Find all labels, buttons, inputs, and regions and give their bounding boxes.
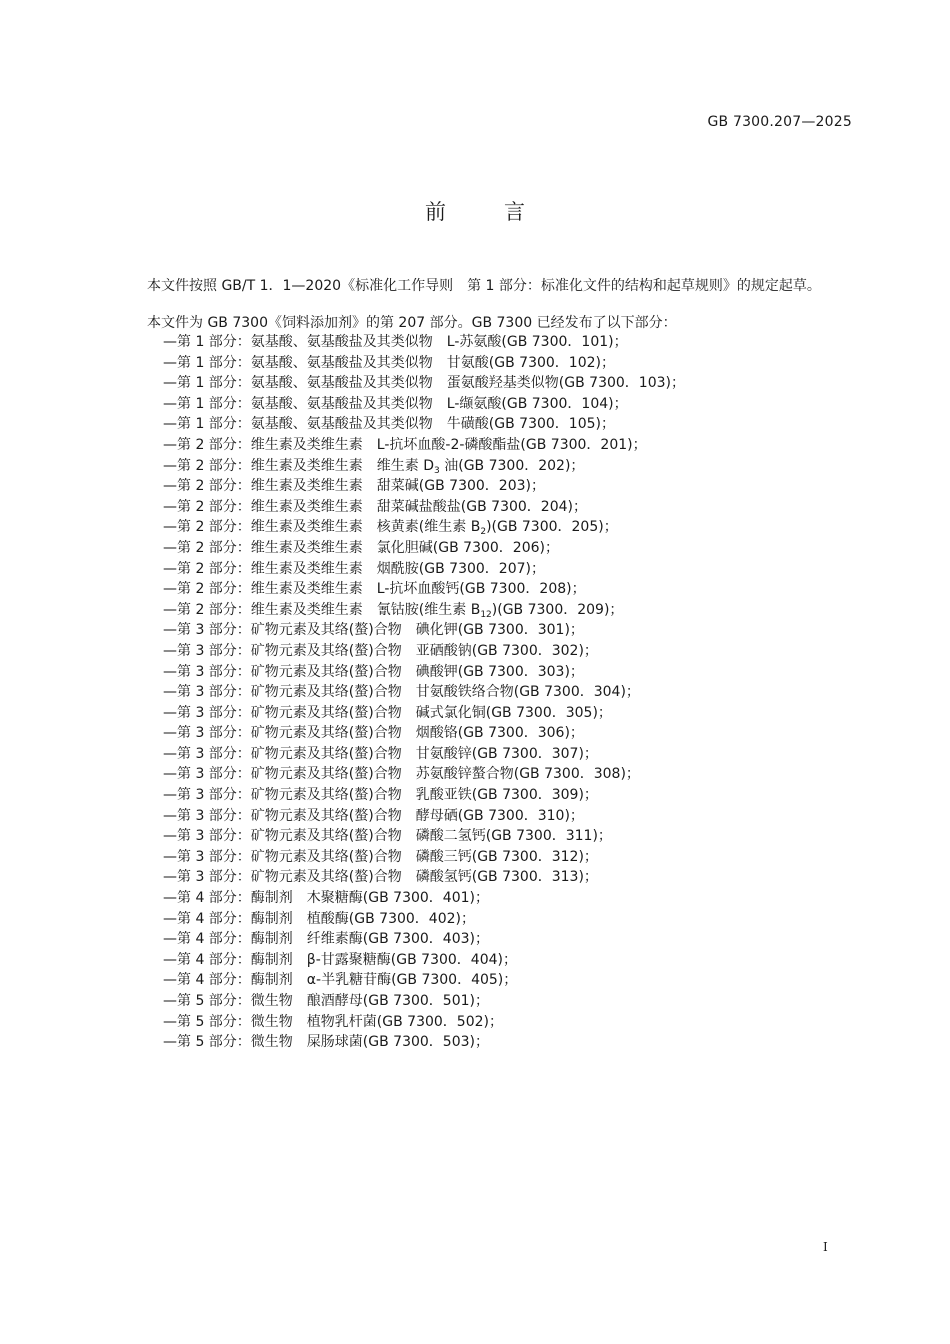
list-item-text: 第 4 部分：酶制剂 β-甘露聚糖酶(GB 7300．404)； — [177, 951, 517, 968]
list-item-text: 第 3 部分：矿物元素及其络(螯)合物 碘酸钾(GB 7300．303)； — [177, 663, 584, 680]
list-item-text: 第 3 部分：矿物元素及其络(螯)合物 亚硒酸钠(GB 7300．302)； — [177, 642, 598, 659]
list-item-text: 第 3 部分：矿物元素及其络(螯)合物 酵母硒(GB 7300．310)； — [177, 807, 584, 824]
list-item — [163, 394, 685, 415]
list-dash: — — [163, 931, 177, 948]
list-item — [163, 600, 685, 621]
list-dash: — — [163, 416, 177, 433]
list-item — [163, 991, 685, 1012]
list-dash: — — [163, 766, 177, 783]
list-item — [163, 559, 685, 580]
list-item-text: 第 4 部分：酶制剂 纤维素酶(GB 7300．403)； — [177, 931, 489, 948]
list-item — [163, 806, 685, 827]
list-item-subscript: 3 — [434, 465, 440, 476]
list-dash: — — [163, 787, 177, 804]
list-dash: — — [163, 642, 177, 659]
list-item — [163, 579, 685, 600]
list-item — [163, 456, 685, 477]
list-item-text: 第 5 部分：微生物 酿酒酵母(GB 7300．501)； — [177, 993, 489, 1009]
list-item-text: 第 2 部分：维生素及类维生素 氯化胆碱(GB 7300．206)； — [177, 539, 559, 556]
list-item — [163, 517, 685, 538]
list-item-text: 第 3 部分：矿物元素及其络(螯)合物 烟酸铬(GB 7300．306)； — [177, 725, 584, 742]
list-dash: — — [163, 663, 177, 680]
list-item-text: 第 2 部分：维生素及类维生素 甜菜碱盐酸盐(GB 7300．204)； — [177, 498, 587, 515]
list-item — [163, 1032, 685, 1053]
list-item-text: 第 4 部分：酶制剂 植酸酶(GB 7300．402)； — [177, 910, 475, 927]
list-dash: — — [163, 704, 177, 721]
list-dash: — — [163, 539, 177, 556]
list-dash: — — [163, 972, 177, 989]
list-item-text: 第 2 部分：维生素及类维生素 甜菜碱(GB 7300．203)； — [177, 478, 545, 495]
list-dash: — — [163, 951, 177, 968]
list-item-text: 第 4 部分：酶制剂 木聚糖酶(GB 7300．401)； — [177, 890, 489, 907]
list-item-text: 第 3 部分：矿物元素及其络(螯)合物 苏氨酸锌螯合物(GB 7300．308)； — [177, 766, 640, 783]
list-item — [163, 435, 685, 456]
list-item-text: 第 3 部分：矿物元素及其络(螯)合物 乳酸亚铁(GB 7300．309)； — [177, 787, 598, 804]
list-item — [163, 620, 685, 641]
list-dash: — — [163, 869, 177, 886]
standard-code: GB 7300.207—2025 — [707, 114, 852, 130]
list-dash: — — [163, 745, 177, 762]
list-item-text: 油(GB 7300．202)； — [439, 457, 585, 474]
list-item-text: 第 3 部分：矿物元素及其络(螯)合物 磷酸二氢钙(GB 7300．311)； — [177, 828, 612, 845]
list-dash: — — [163, 807, 177, 824]
list-dash: — — [163, 601, 177, 618]
list-item — [163, 826, 685, 847]
list-item — [163, 929, 685, 950]
list-item — [163, 497, 685, 518]
list-item-subscript: 2 — [480, 527, 487, 538]
list-dash: — — [163, 560, 177, 577]
list-item-text: 第 2 部分：维生素及类维生素 核黄素(维生素 B — [177, 519, 481, 536]
list-item — [163, 970, 685, 991]
list-dash: — — [163, 354, 177, 371]
list-item — [163, 888, 685, 909]
list-item-text: 第 4 部分：酶制剂 α-半乳糖苷酶(GB 7300．405)； — [177, 972, 518, 989]
intro-text-2: 本文件为 GB 7300《饲料添加剂》的第 207 部分。GB 7300 已经发布了以下部分： — [147, 315, 677, 331]
list-dash: — — [163, 725, 177, 742]
list-item — [163, 682, 685, 703]
list-item-text: 第 3 部分：矿物元素及其络(螯)合物 磷酸三钙(GB 7300．312)； — [177, 848, 598, 865]
list-item-text: 第 2 部分：维生素及类维生素 维生素 D — [177, 457, 435, 474]
list-item-text: 第 5 部分：微生物 屎肠球菌(GB 7300．503)； — [177, 1034, 489, 1051]
list-item-text: 第 3 部分：矿物元素及其络(螯)合物 碘化钾(GB 7300．301)； — [177, 622, 584, 639]
list-item — [163, 332, 685, 353]
list-item-text: 第 2 部分：维生素及类维生素 L-抗坏血酸钙(GB 7300．208)； — [177, 581, 586, 598]
list-item — [163, 1012, 685, 1033]
page-number: I — [823, 1240, 828, 1254]
list-dash: — — [163, 395, 177, 412]
list-item-text: 第 3 部分：矿物元素及其络(螯)合物 甘氨酸锌(GB 7300．307)； — [177, 745, 598, 762]
intro-paragraph-2 — [114, 313, 838, 334]
list-item — [163, 744, 685, 765]
list-dash: — — [163, 910, 177, 927]
list-item — [163, 641, 685, 662]
parts-list — [163, 332, 685, 1053]
list-item — [163, 538, 685, 559]
list-dash: — — [163, 478, 177, 495]
list-item-text: 第 3 部分：矿物元素及其络(螯)合物 甘氨酸铁络合物(GB 7300．304)； — [177, 684, 640, 701]
list-item — [163, 847, 685, 868]
list-item — [163, 785, 685, 806]
list-item-text: 第 5 部分：微生物 植物乳杆菌(GB 7300．502)； — [177, 1013, 503, 1030]
list-dash: — — [163, 1034, 177, 1051]
list-dash: — — [163, 457, 177, 474]
list-dash: — — [163, 684, 177, 701]
list-item — [163, 909, 685, 930]
list-dash: — — [163, 581, 177, 598]
list-dash: — — [163, 519, 177, 536]
list-item-text: 第 1 部分：氨基酸、氨基酸盐及其类似物 L-缬氨酸(GB 7300．104)； — [177, 395, 628, 412]
page-title: 前言 — [425, 200, 583, 224]
list-item-text: 第 1 部分：氨基酸、氨基酸盐及其类似物 L-苏氨酸(GB 7300．101)； — [177, 334, 628, 350]
list-dash: — — [163, 828, 177, 845]
list-item — [163, 662, 685, 683]
list-dash: — — [163, 436, 177, 453]
list-item — [163, 476, 685, 497]
list-item-text: 第 3 部分：矿物元素及其络(螯)合物 磷酸氢钙(GB 7300．313)； — [177, 869, 598, 886]
intro-text-1: 本文件按照 GB/T 1．1—2020《标准化工作导则 第 1 部分：标准化文件的结构和起草规则》的规定起草。 — [147, 278, 821, 294]
list-dash: — — [163, 334, 177, 350]
list-dash: — — [163, 993, 177, 1009]
list-item — [163, 414, 685, 435]
list-dash: — — [163, 622, 177, 639]
list-item-text: 第 3 部分：矿物元素及其络(螯)合物 碱式氯化铜(GB 7300．305)； — [177, 704, 612, 721]
list-item — [163, 703, 685, 724]
list-dash: — — [163, 890, 177, 907]
list-item-text: )(GB 7300．205)； — [486, 519, 618, 536]
list-item — [163, 373, 685, 394]
list-item-text: 第 1 部分：氨基酸、氨基酸盐及其类似物 牛磺酸(GB 7300．105)； — [177, 416, 615, 433]
list-item — [163, 723, 685, 744]
list-item — [163, 764, 685, 785]
list-item-text: )(GB 7300．209)； — [491, 601, 624, 618]
list-dash: — — [163, 848, 177, 865]
list-item-text: 第 1 部分：氨基酸、氨基酸盐及其类似物 蛋氨酸羟基类似物(GB 7300．103)； — [177, 375, 685, 392]
list-item — [163, 867, 685, 888]
list-dash: — — [163, 1013, 177, 1030]
list-dash: — — [163, 375, 177, 392]
list-dash: — — [163, 498, 177, 515]
list-item-text: 第 2 部分：维生素及类维生素 氰钴胺(维生素 B — [177, 601, 481, 618]
intro-paragraph-1 — [114, 276, 838, 297]
list-item-text: 第 2 部分：维生素及类维生素 烟酰胺(GB 7300．207)； — [177, 560, 545, 577]
list-item-text: 第 1 部分：氨基酸、氨基酸盐及其类似物 甘氨酸(GB 7300．102)； — [177, 354, 615, 371]
list-item-text: 第 2 部分：维生素及类维生素 L-抗坏血酸-2-磷酸酯盐(GB 7300．201)； — [177, 436, 647, 453]
list-item — [163, 353, 685, 374]
list-item-subscript: 12 — [480, 609, 492, 620]
list-item — [163, 950, 685, 971]
